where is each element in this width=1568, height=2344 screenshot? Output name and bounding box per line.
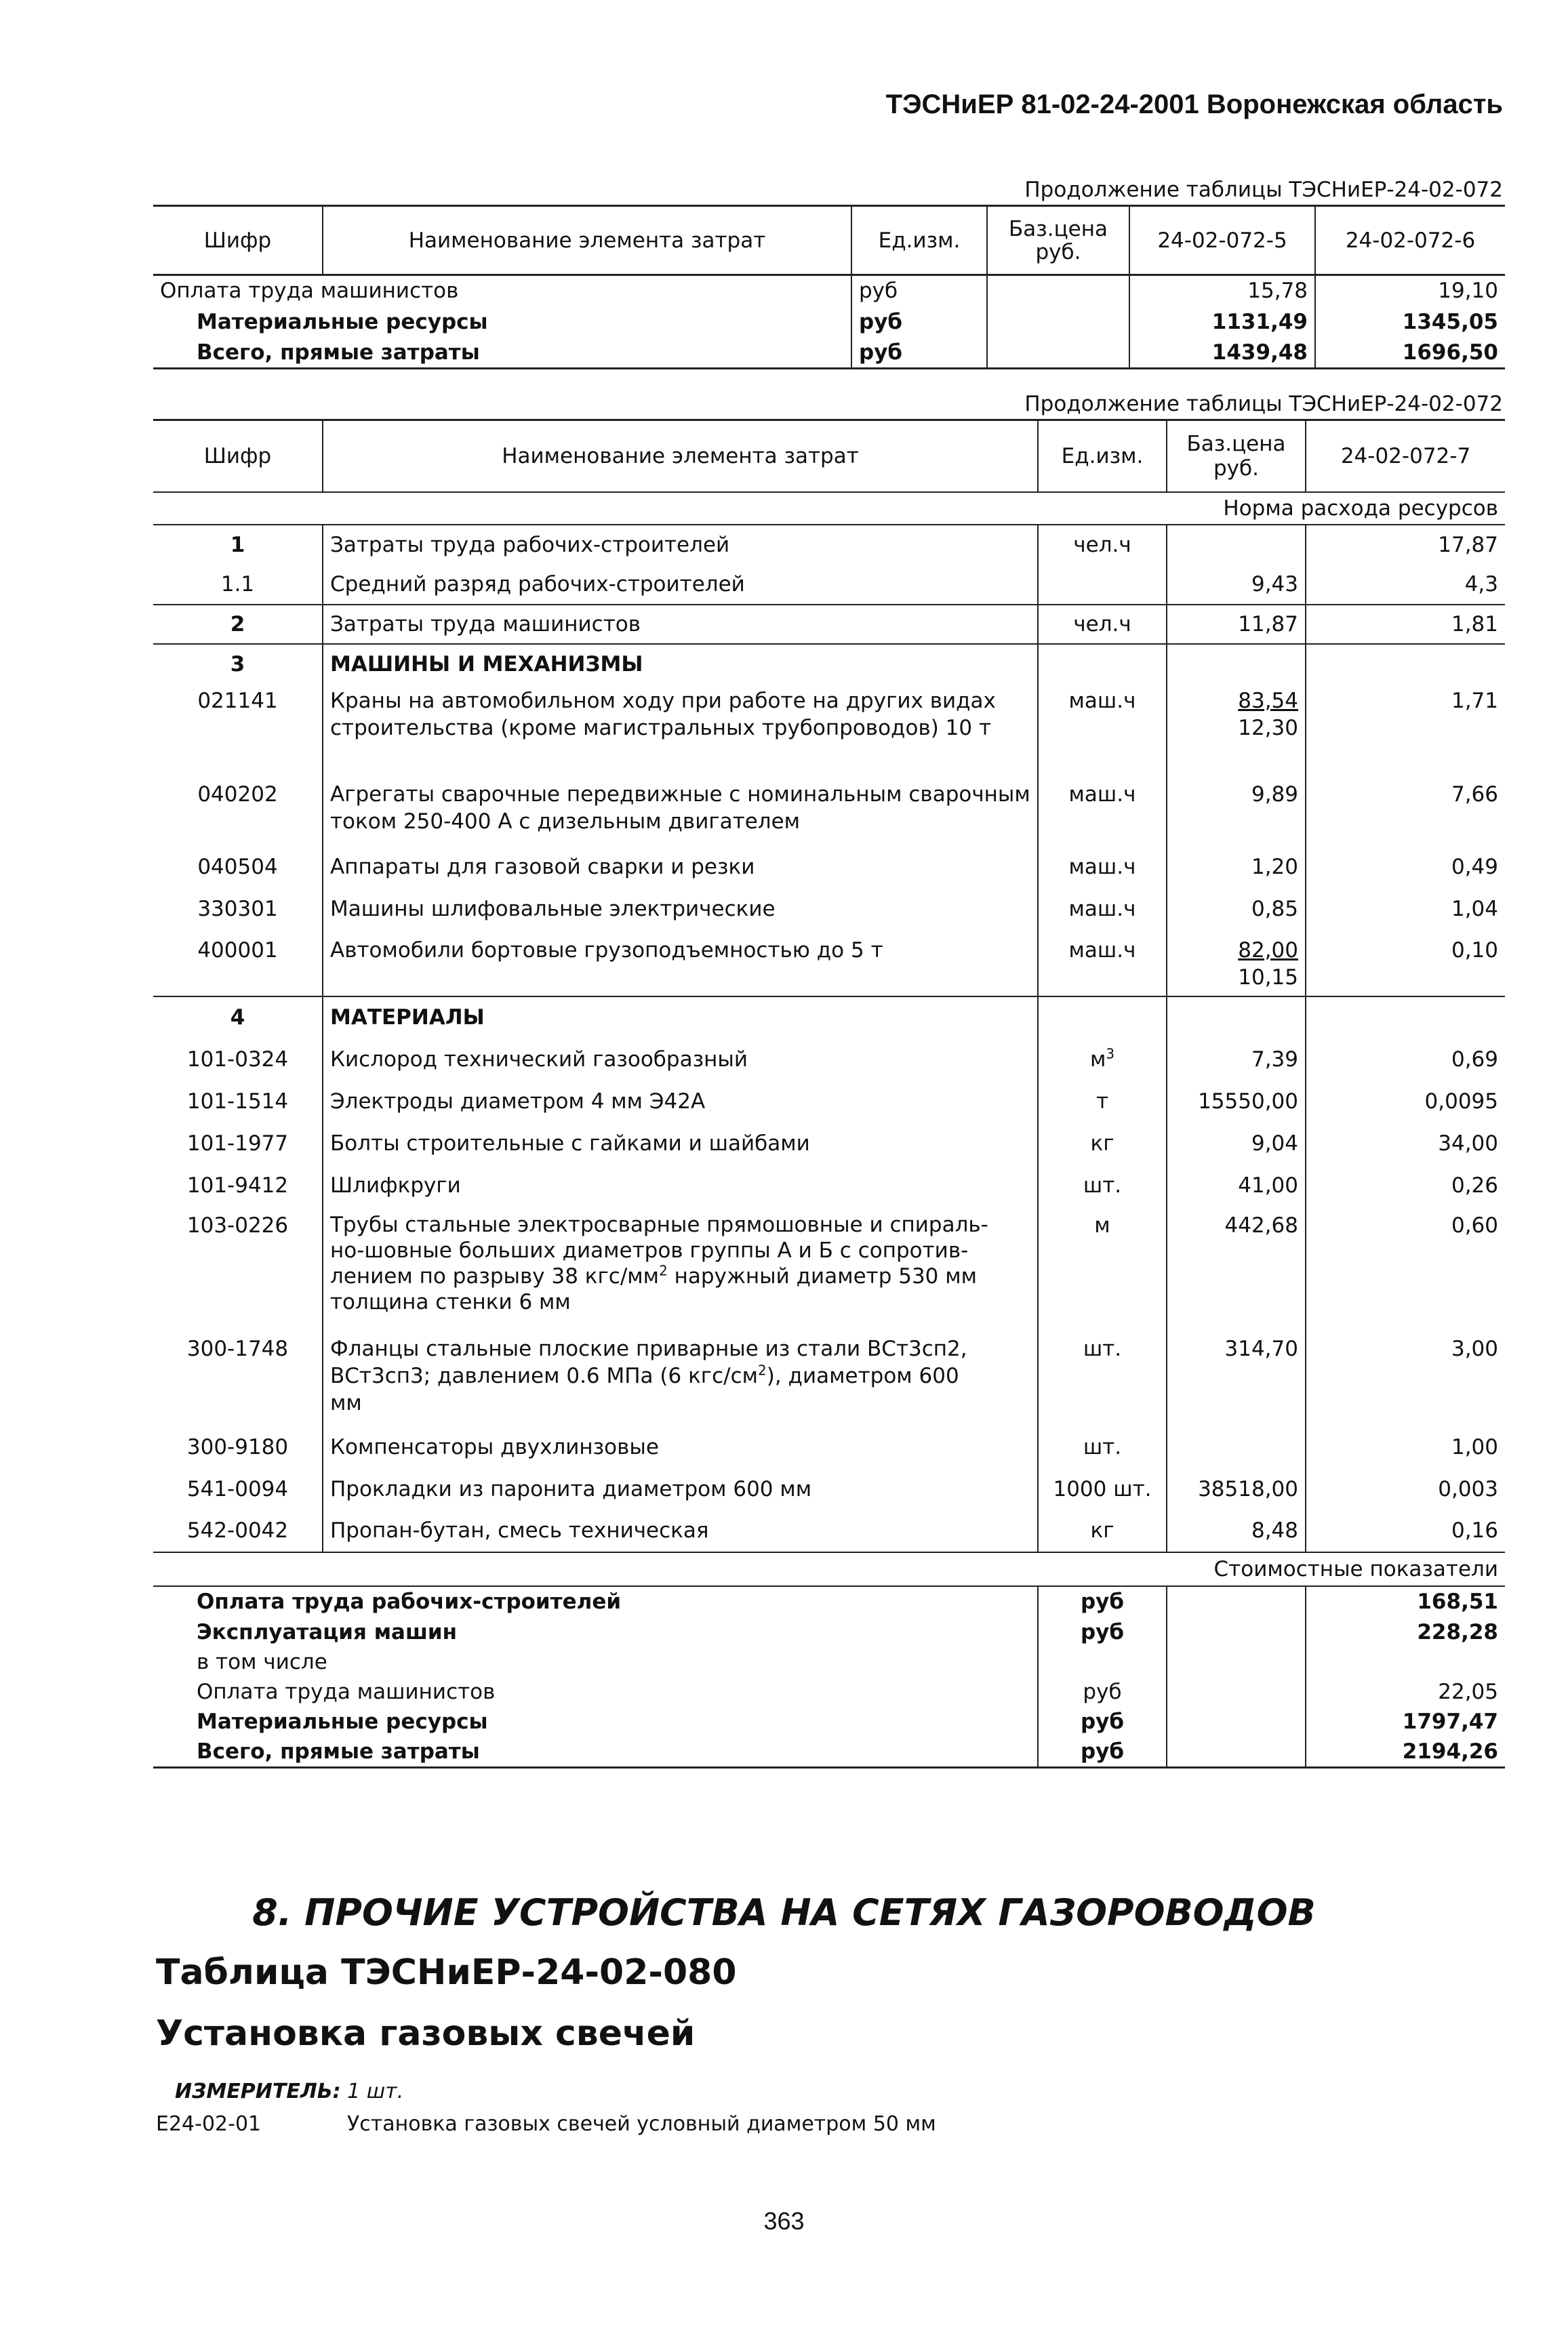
- row-name: Прокладки из паронита диаметром 600 мм: [323, 1468, 1038, 1510]
- row-value: 0,49: [1306, 846, 1505, 888]
- cost-value: [1306, 1647, 1505, 1677]
- row-value: 1439,48: [1129, 338, 1315, 369]
- row-unit: руб: [851, 306, 987, 338]
- cost-label: Стоимостные показатели: [1213, 1556, 1498, 1581]
- row-price: 0,85: [1167, 888, 1306, 930]
- table-row: [153, 1331, 1505, 1426]
- row-name: Шлифкруги: [323, 1165, 1038, 1207]
- table-row: [153, 1123, 1505, 1165]
- cost-row: [153, 1647, 1505, 1677]
- row-code: 400001: [197, 937, 278, 963]
- row-name-line: лением по разрыву 38 кгс/мм: [330, 1264, 660, 1289]
- row-price: 38518,00: [1167, 1468, 1306, 1510]
- row-value: 7,66: [1306, 781, 1505, 846]
- section-title: 8. ПРОЧИЕ УСТРОЙСТВА НА СЕТЯХ ГАЗОРОВОДОВ: [252, 1891, 1316, 1934]
- table-row: [153, 1038, 1505, 1080]
- row-price: 9,04: [1167, 1123, 1306, 1165]
- table-row: [153, 306, 1505, 338]
- row-price: 1,20: [1167, 846, 1306, 888]
- cost-value: 228,28: [1306, 1617, 1505, 1647]
- row-price-secondary: 10,15: [1238, 965, 1298, 990]
- item-code: Е24-02-01: [156, 2112, 262, 2136]
- superscript: 2: [659, 1262, 668, 1279]
- table1-header-price: Баз.цена руб.: [987, 206, 1129, 275]
- row-name-line: толщина стенки 6 мм: [330, 1289, 571, 1314]
- row-name: Всего, прямые затраты: [197, 340, 480, 365]
- cost-value: 2194,26: [1306, 1737, 1505, 1768]
- table-row: [153, 888, 1505, 930]
- superscript: 2: [758, 1362, 767, 1379]
- measure-label: ИЗМЕРИТЕЛЬ:: [175, 2080, 341, 2103]
- table-subtitle: Установка газовых свечей: [156, 2013, 696, 2054]
- cost-unit: руб: [1038, 1617, 1167, 1647]
- row-code: 101-1514: [186, 1089, 289, 1114]
- row-price: 442,68: [1167, 1207, 1306, 1331]
- table-title: Таблица ТЭСНиЕР-24-02-080: [156, 1952, 737, 1993]
- table-row: [153, 605, 1505, 644]
- cost-row: [153, 1617, 1505, 1647]
- row-code: 021141: [197, 688, 278, 713]
- table-row: [153, 846, 1505, 888]
- row-value: 15,78: [1129, 275, 1315, 306]
- row-code: 300-9180: [186, 1434, 289, 1459]
- table1-header-name: Наименование элемента затрат: [323, 206, 851, 275]
- row-code: 330301: [197, 896, 278, 921]
- row-unit: кг: [1038, 1510, 1167, 1552]
- row-unit: чел.ч: [1038, 525, 1167, 565]
- table-row: [153, 1510, 1505, 1552]
- row-name-line: но-шовные больших диаметров группы А и Б с сопротив-: [330, 1238, 969, 1263]
- row-unit: кг: [1038, 1123, 1167, 1165]
- row-unit: шт.: [1038, 1331, 1167, 1426]
- cost-name: Всего, прямые затраты: [197, 1739, 480, 1764]
- cost-label-row: [153, 1552, 1505, 1586]
- row-name: Автомобили бортовые грузоподъемностью до 5 т: [323, 930, 1038, 996]
- row-name: Материальные ресурсы: [197, 309, 488, 334]
- cost-value: 22,05: [1306, 1677, 1505, 1707]
- cost-row: [153, 1707, 1505, 1737]
- measure-line: [175, 2080, 403, 2103]
- row-value: 1,00: [1306, 1426, 1505, 1468]
- row-price: 15550,00: [1167, 1080, 1306, 1123]
- cost-name: Эксплуатация машин: [197, 1619, 458, 1644]
- row-price: 9,43: [1167, 565, 1306, 605]
- table1: [153, 205, 1505, 369]
- row-code: 2: [230, 611, 245, 636]
- row-code: 101-0324: [186, 1047, 289, 1072]
- row-code: 103-0226: [186, 1213, 289, 1238]
- row-name: Аппараты для газовой сварки и резки: [323, 846, 1038, 888]
- table2-header-code: Шифр: [203, 443, 272, 468]
- table1-continuation: Продолжение таблицы ТЭСНиЕР-24-02-072: [1024, 178, 1503, 202]
- row-price: 11,87: [1167, 605, 1306, 644]
- row-unit: т: [1038, 1080, 1167, 1123]
- unit-superscript: 3: [1106, 1045, 1115, 1062]
- row-value: 0,60: [1306, 1207, 1505, 1331]
- table1-header-unit: Ед.изм.: [851, 206, 987, 275]
- row-value: 1,81: [1306, 605, 1505, 644]
- row-name: Затраты труда машинистов: [323, 605, 1038, 644]
- row-name-line: Фланцы стальные плоские приварные из стали ВСт3сп2,: [330, 1336, 967, 1361]
- row-unit: руб: [851, 275, 987, 306]
- row-code: 3: [230, 652, 245, 676]
- table-row: [153, 565, 1505, 605]
- row-value: 0,16: [1306, 1510, 1505, 1552]
- row-unit: м: [1038, 1207, 1167, 1331]
- row-name: Краны на автомобильном ходу при работе на других видах строительства (кроме магистральных трубопроводов) 10 т: [323, 685, 1038, 781]
- cost-unit: [1038, 1647, 1167, 1677]
- row-price: 8,48: [1167, 1510, 1306, 1552]
- item-text: Установка газовых свечей условный диаметром 50 мм: [347, 2112, 936, 2136]
- row-value: 0,003: [1306, 1468, 1505, 1510]
- table-row: [153, 930, 1505, 996]
- row-unit: маш.ч: [1038, 685, 1167, 781]
- row-name: Компенсаторы двухлинзовые: [323, 1426, 1038, 1468]
- table1-header-col6: 24-02-072-6: [1315, 206, 1505, 275]
- cost-name: Материальные ресурсы: [197, 1709, 488, 1734]
- row-name: Затраты труда рабочих-строителей: [323, 525, 1038, 565]
- table-row: [153, 338, 1505, 369]
- row-value: 3,00: [1306, 1331, 1505, 1426]
- row-code: 542-0042: [186, 1518, 289, 1543]
- row-price: [1167, 525, 1306, 565]
- cost-name: Оплата труда рабочих-строителей: [197, 1590, 622, 1614]
- document-header: ТЭСНиЕР 81-02-24-2001 Воронежская область: [885, 89, 1503, 119]
- row-name: Электроды диаметром 4 мм Э42А: [323, 1080, 1038, 1123]
- row-name: Агрегаты сварочные передвижные с номинальным сварочным током 250-400 А с дизельным двигателем: [323, 781, 1038, 846]
- row-price: 7,39: [1167, 1038, 1306, 1080]
- row-unit: 1000 шт.: [1038, 1468, 1167, 1510]
- row-name: Средний разряд рабочих-строителей: [323, 565, 1038, 605]
- row-value: 0,26: [1306, 1165, 1505, 1207]
- row-price: 9,89: [1167, 781, 1306, 846]
- cost-row: [153, 1586, 1505, 1617]
- row-name: Пропан-бутан, смесь техническая: [323, 1510, 1038, 1552]
- row-price: 314,70: [1167, 1331, 1306, 1426]
- row-name: Кислород технический газообразный: [323, 1038, 1038, 1080]
- row-value: 19,10: [1315, 275, 1505, 306]
- table2-header-col7: 24-02-072-7: [1306, 420, 1505, 492]
- row-name-line: мм: [330, 1390, 362, 1415]
- table-row: [153, 781, 1505, 846]
- table-row: [153, 996, 1505, 1038]
- row-value: 1696,50: [1315, 338, 1505, 369]
- row-name-line: ), диаметром 600: [766, 1363, 959, 1388]
- row-value: 34,00: [1306, 1123, 1505, 1165]
- cost-value: 1797,47: [1306, 1707, 1505, 1737]
- row-unit: шт.: [1038, 1426, 1167, 1468]
- row-unit: руб: [851, 338, 987, 369]
- section-heading: МАШИНЫ И МЕХАНИЗМЫ: [323, 644, 1038, 685]
- table2-header-row: [153, 420, 1505, 492]
- measure-value: 1 шт.: [347, 2080, 404, 2103]
- cost-unit: руб: [1038, 1737, 1167, 1768]
- table-row: [153, 275, 1505, 306]
- norm-label: Норма расхода ресурсов: [1223, 496, 1498, 521]
- cost-row: [153, 1737, 1505, 1768]
- row-code: 300-1748: [186, 1336, 289, 1361]
- table1-header-col5: 24-02-072-5: [1129, 206, 1315, 275]
- row-name-line: наружный диаметр 530 мм: [667, 1264, 978, 1289]
- table-row: [153, 525, 1505, 565]
- table-row: [153, 1207, 1505, 1331]
- table-row: [153, 1426, 1505, 1468]
- row-name: Болты строительные с гайками и шайбами: [323, 1123, 1038, 1165]
- row-name-line: ВСт3сп3; давлением 0.6 МПа (6 кгс/см: [330, 1363, 759, 1388]
- table-row: [153, 1468, 1505, 1510]
- row-price-secondary: 12,30: [1238, 715, 1298, 740]
- row-unit: маш.ч: [1038, 781, 1167, 846]
- row-value: 1345,05: [1315, 306, 1505, 338]
- section-heading: МАТЕРИАЛЫ: [323, 996, 1038, 1038]
- row-price: [1167, 1426, 1306, 1468]
- table-row: [153, 1080, 1505, 1123]
- row-code: 1.1: [220, 572, 255, 597]
- cost-value: 168,51: [1306, 1586, 1505, 1617]
- row-value: 1,71: [1306, 685, 1505, 781]
- row-unit: м: [1089, 1047, 1106, 1072]
- row-value: 1,04: [1306, 888, 1505, 930]
- row-unit: шт.: [1038, 1165, 1167, 1207]
- cost-name: в том числе: [197, 1649, 327, 1674]
- table2: [153, 419, 1505, 1769]
- table2-header-unit: Ед.изм.: [1038, 420, 1167, 492]
- row-value: 4,3: [1306, 565, 1505, 605]
- row-name: Машины шлифовальные электрические: [323, 888, 1038, 930]
- cost-unit: руб: [1038, 1707, 1167, 1737]
- row-code: 040504: [197, 854, 278, 879]
- table-row: [153, 644, 1505, 685]
- row-price: 41,00: [1167, 1165, 1306, 1207]
- table2-continuation: Продолжение таблицы ТЭСНиЕР-24-02-072: [1024, 392, 1503, 416]
- cost-unit: руб: [1038, 1677, 1167, 1707]
- row-unit: [1038, 565, 1167, 605]
- table-row: [153, 685, 1505, 781]
- row-code: 1: [230, 533, 245, 557]
- row-value: 17,87: [1306, 525, 1505, 565]
- table2-header-price: Баз.цена руб.: [1167, 420, 1306, 492]
- row-value: 0,10: [1306, 930, 1505, 996]
- row-name-line: Трубы стальные электросварные прямошовные и спираль-: [330, 1212, 988, 1237]
- row-value: 0,0095: [1306, 1080, 1505, 1123]
- row-name: Оплата труда машинистов: [160, 279, 459, 304]
- row-value: 1131,49: [1129, 306, 1315, 338]
- row-code: 541-0094: [186, 1476, 289, 1501]
- table-row: [153, 1165, 1505, 1207]
- cost-row: [153, 1677, 1505, 1707]
- row-price: 83,54: [1238, 688, 1298, 713]
- row-unit: маш.ч: [1038, 846, 1167, 888]
- cost-unit: руб: [1038, 1586, 1167, 1617]
- table1-header-code: Шифр: [203, 228, 272, 253]
- row-code: 040202: [197, 782, 278, 807]
- cost-name: Оплата труда машинистов: [197, 1679, 496, 1704]
- row-unit: маш.ч: [1038, 930, 1167, 996]
- row-unit: маш.ч: [1038, 888, 1167, 930]
- row-code: 4: [230, 1005, 245, 1030]
- row-value: 0,69: [1306, 1038, 1505, 1080]
- row-code: 101-9412: [186, 1173, 289, 1198]
- row-price: 82,00: [1238, 937, 1298, 963]
- table2-header-name: Наименование элемента затрат: [323, 420, 1038, 492]
- norm-row: [153, 492, 1505, 525]
- table1-header-row: [153, 206, 1505, 275]
- row-code: 101-1977: [186, 1131, 289, 1156]
- page-number: 363: [763, 2207, 805, 2235]
- row-unit: чел.ч: [1038, 605, 1167, 644]
